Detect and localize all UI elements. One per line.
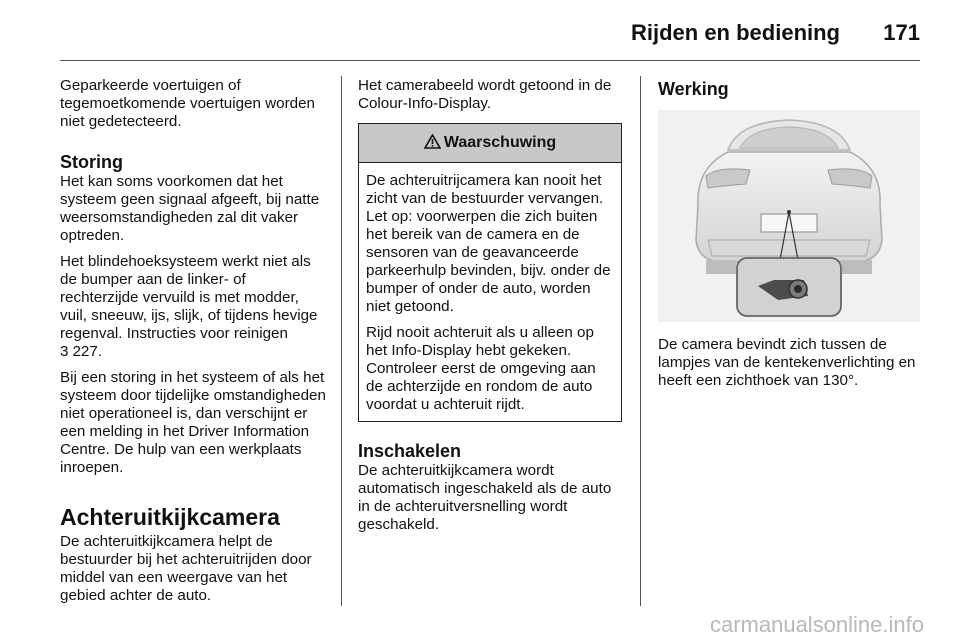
- storing-paragraph-3: Bij een storing in het systeem of als het systeem door tijdelijke omstandigheden niet operationeel is, dan verschijnt er een melding in het Driver Information Centre. De hulp van een werkplaats inroepen.: [60, 369, 326, 476]
- col2-intro: Het camerabeeld wordt getoond in de Colour-Info-Display.: [358, 77, 612, 112]
- storing-paragraph-2: [60, 253, 328, 361]
- column-3: [658, 77, 920, 398]
- warning-paragraph-2: Rijd nooit achteruit als u alleen op het Info-Display hebt gekeken. Controleer eerst de omgeving aan de achterzijde en rondom de auto voordat u achteruit rijdt.: [366, 324, 596, 413]
- watermark-text: carmanualsonline.info: [709, 612, 924, 637]
- page-header: [60, 18, 920, 48]
- inschakelen-heading: Inschakelen: [358, 441, 462, 461]
- storing-paragraph-2-text: Het blindehoeksysteem werkt niet als de bumper aan de linker- of rechterzijde vervuild is met modder, vuil, sneeuw, ijs, slijk, of tijdens hevige regenval. Instructies voor reinigen: [60, 253, 318, 342]
- inschakelen-paragraph: De achteruitkijkcamera wordt automatisch ingeschakeld als de auto in de achteruitversnelling wordt geschakeld.: [358, 462, 612, 533]
- camera-heading: Achteruitkijkcamera: [60, 504, 280, 530]
- car-rear-camera-illustration: [658, 110, 920, 322]
- col1-intro: Geparkeerde voertuigen of tegemoetkomende voertuigen worden niet gedetecteerd.: [60, 77, 315, 130]
- warning-triangle-icon: [424, 134, 441, 152]
- warning-box: [358, 123, 622, 422]
- column-divider-2: [640, 76, 641, 606]
- storing-heading: Storing: [60, 152, 123, 172]
- header-rule: [60, 60, 920, 61]
- warning-header: [359, 124, 621, 163]
- column-2: [358, 77, 626, 542]
- page-number: 171: [883, 20, 920, 45]
- column-divider-1: [341, 76, 342, 606]
- camera-paragraph-1: De achteruitkijkcamera helpt de bestuurder bij het achteruitrijden door middel van een weergave van het gebied achter de auto.: [60, 533, 312, 604]
- warning-paragraph-1: De achteruitrijcamera kan nooit het zicht van de bestuurder vervangen. Let op: voorwerpen die zich buiten het bereik van de camera en de sensoren van de geavanceerde parkeerhulp bevinden, bijv. onder de bumper of onder de auto, worden niet getoond.: [366, 172, 611, 315]
- storing-reference-page[interactable]: 227.: [72, 343, 103, 360]
- warning-title: Waarschuwing: [443, 134, 557, 151]
- arrow-reference-glyph: 3: [60, 343, 69, 360]
- werking-heading: Werking: [658, 79, 729, 99]
- header-title: Rijden en bediening: [630, 20, 840, 45]
- column-1: [60, 77, 328, 613]
- warning-body: [359, 163, 621, 421]
- car-rear-camera-svg: [658, 110, 920, 322]
- camera-caption: De camera bevindt zich tussen de lampjes van de kentekenverlichting en heeft een zichthoek van 130°.: [658, 336, 916, 389]
- storing-paragraph-1: Het kan soms voorkomen dat het systeem geen signaal afgeeft, bij natte weersomstandigheden zal dit vaker optreden.: [60, 173, 320, 244]
- arrow-reference-icon[interactable]: [60, 343, 68, 361]
